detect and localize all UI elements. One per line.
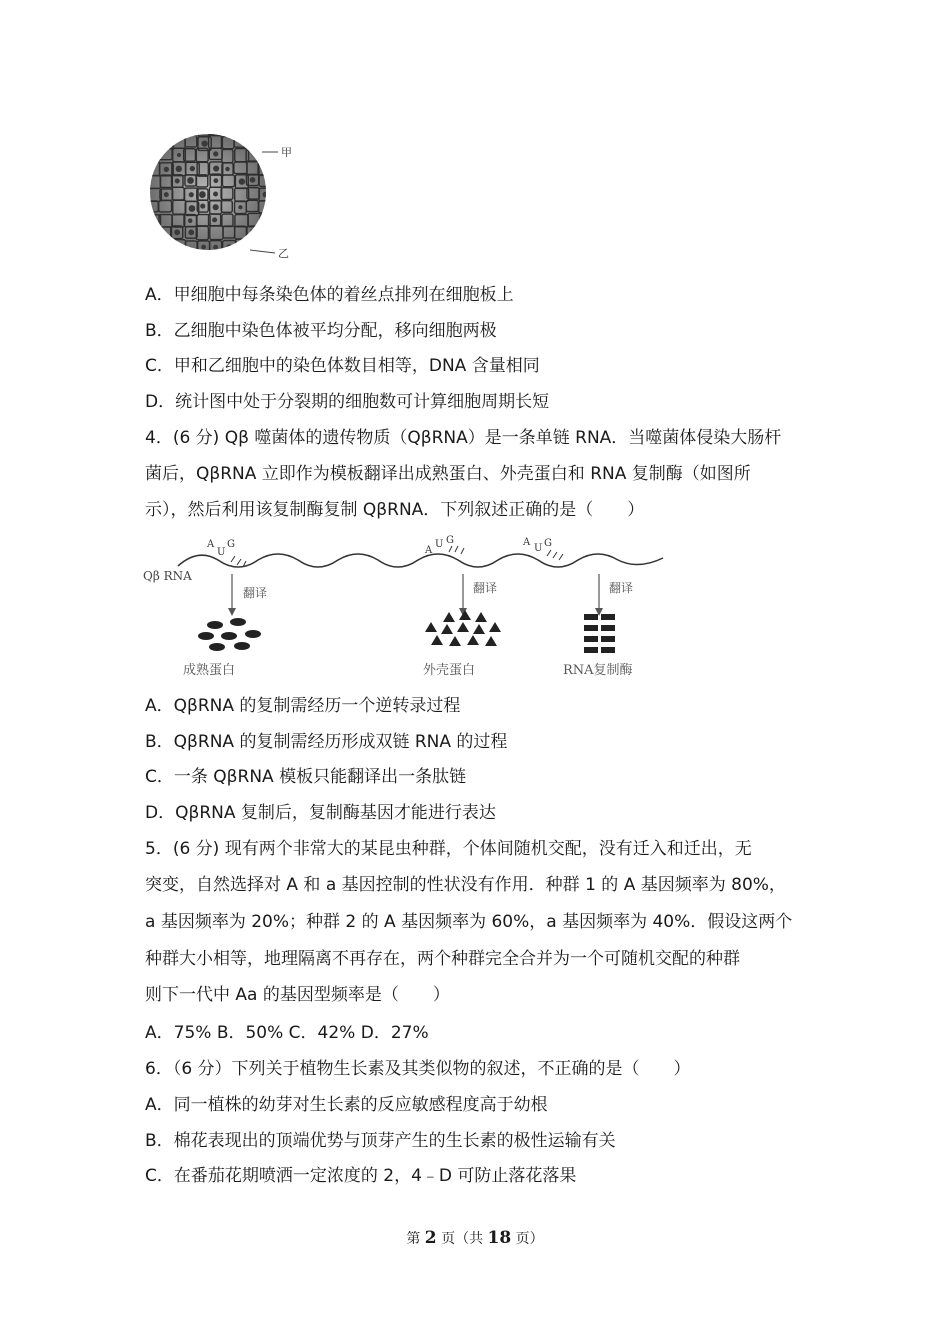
q4-option-a: A．QβRNA 的复制需经历一个逆转录过程 <box>145 696 461 716</box>
codon-g: G <box>227 539 235 550</box>
q5-stem-line-4: 种群大小相等，地理隔离不再存在，两个种群完全合并为一个可随机交配的种群 <box>145 949 740 969</box>
q6-stem: 6．（6 分）下列关于植物生长素及其类似物的叙述，不正确的是（ ） <box>145 1059 691 1079</box>
footer-suffix: 页） <box>511 1231 544 1247</box>
q3-option-c: C．甲和乙细胞中的染色体数目相等，DNA 含量相同 <box>145 356 540 376</box>
product-label-replicase: RNA复制酶 <box>563 663 633 678</box>
arrow-label-1: 翻译 <box>243 586 268 600</box>
codon-u: U <box>534 543 543 554</box>
footer-page-number: 2 <box>424 1228 437 1248</box>
codon-a: A <box>425 545 433 556</box>
q3-option-a: A．甲细胞中每条染色体的着丝点排列在细胞板上 <box>145 285 514 305</box>
q4-option-c: C．一条 QβRNA 模板只能翻译出一条肽链 <box>145 767 467 787</box>
codon-a: A <box>207 539 215 550</box>
page-footer <box>0 1228 950 1248</box>
arrow-label-2: 翻译 <box>473 581 498 595</box>
q6-option-a: A．同一植株的幼芽对生长素的反应敏感程度高于幼根 <box>145 1095 548 1115</box>
q5-options: A．75% B．50% C．42% D．27% <box>145 1023 429 1043</box>
footer-prefix: 第 <box>406 1231 425 1247</box>
q3-option-b: B．乙细胞中染色体被平均分配，移向细胞两极 <box>145 321 497 341</box>
codon-3 <box>522 537 563 560</box>
q5-stem-line-1: 5．(6 分) 现有两个非常大的某昆虫种群，个体间随机交配，没有迁入和迁出，无 <box>145 839 752 859</box>
q4-stem-line-2: 菌后，QβRNA 立即作为模板翻译出成熟蛋白、外壳蛋白和 RNA 复制酶（如图所 <box>145 464 751 484</box>
q4-stem-line-3: 示），然后利用该复制酶复制 QβRNA．下列叙述正确的是（ ） <box>145 500 645 520</box>
label-jia: 甲 <box>281 146 292 159</box>
footer-middle: 页（共 <box>436 1231 488 1247</box>
label-yi: 乙 <box>278 247 289 260</box>
q5-stem-line-3: a 基因频率为 20%；种群 2 的 A 基因频率为 60%，a 基因频率为 40%．假设这两个 <box>145 912 793 932</box>
rna-strand <box>178 554 663 567</box>
q4-stem-line-1: 4．(6 分) Qβ 噬菌体的遗传物质（QβRNA）是一条单链 RNA．当噬菌体侵染大肠杆 <box>145 428 782 448</box>
rna-label: Qβ RNA <box>143 569 192 583</box>
codon-u: U <box>217 547 226 558</box>
cell-micrograph <box>150 122 310 267</box>
arrow-1 <box>228 574 236 616</box>
codon-1 <box>206 539 246 567</box>
q5-stem-line-2: 突变，自然选择对 A 和 a 基因控制的性状没有作用．种群 1 的 A 基因频率为 80%， <box>145 875 786 895</box>
mature-protein-shapes <box>198 618 261 651</box>
footer-total-pages: 18 <box>487 1228 512 1248</box>
product-label-mature: 成熟蛋白 <box>183 663 236 678</box>
codon-2 <box>424 535 464 556</box>
codon-u: U <box>435 539 444 550</box>
arrow-2 <box>459 574 467 616</box>
codon-g: G <box>446 535 454 546</box>
q4-option-b: B．QβRNA 的复制需经历形成双链 RNA 的过程 <box>145 732 508 752</box>
coat-protein-shapes <box>425 610 501 646</box>
arrow-label-3: 翻译 <box>609 581 634 595</box>
q4-option-d: D．QβRNA 复制后，复制酶基因才能进行表达 <box>145 803 496 823</box>
q6-option-b: B．棉花表现出的顶端优势与顶芽产生的生长素的极性运输有关 <box>145 1131 616 1151</box>
q6-option-c: C．在番茄花期喷洒一定浓度的 2，4﹣D 可防止落花落果 <box>145 1166 577 1186</box>
qbeta-rna-diagram <box>143 530 673 680</box>
product-label-coat: 外壳蛋白 <box>423 663 476 678</box>
q5-stem-line-5: 则下一代中 Aa 的基因型频率是（ ） <box>145 985 450 1005</box>
codon-a: A <box>523 537 531 548</box>
arrow-3 <box>595 574 603 616</box>
q3-option-d: D．统计图中处于分裂期的细胞数可计算细胞周期长短 <box>145 392 550 412</box>
replicase-shapes <box>584 614 615 653</box>
codon-g: G <box>544 538 552 549</box>
